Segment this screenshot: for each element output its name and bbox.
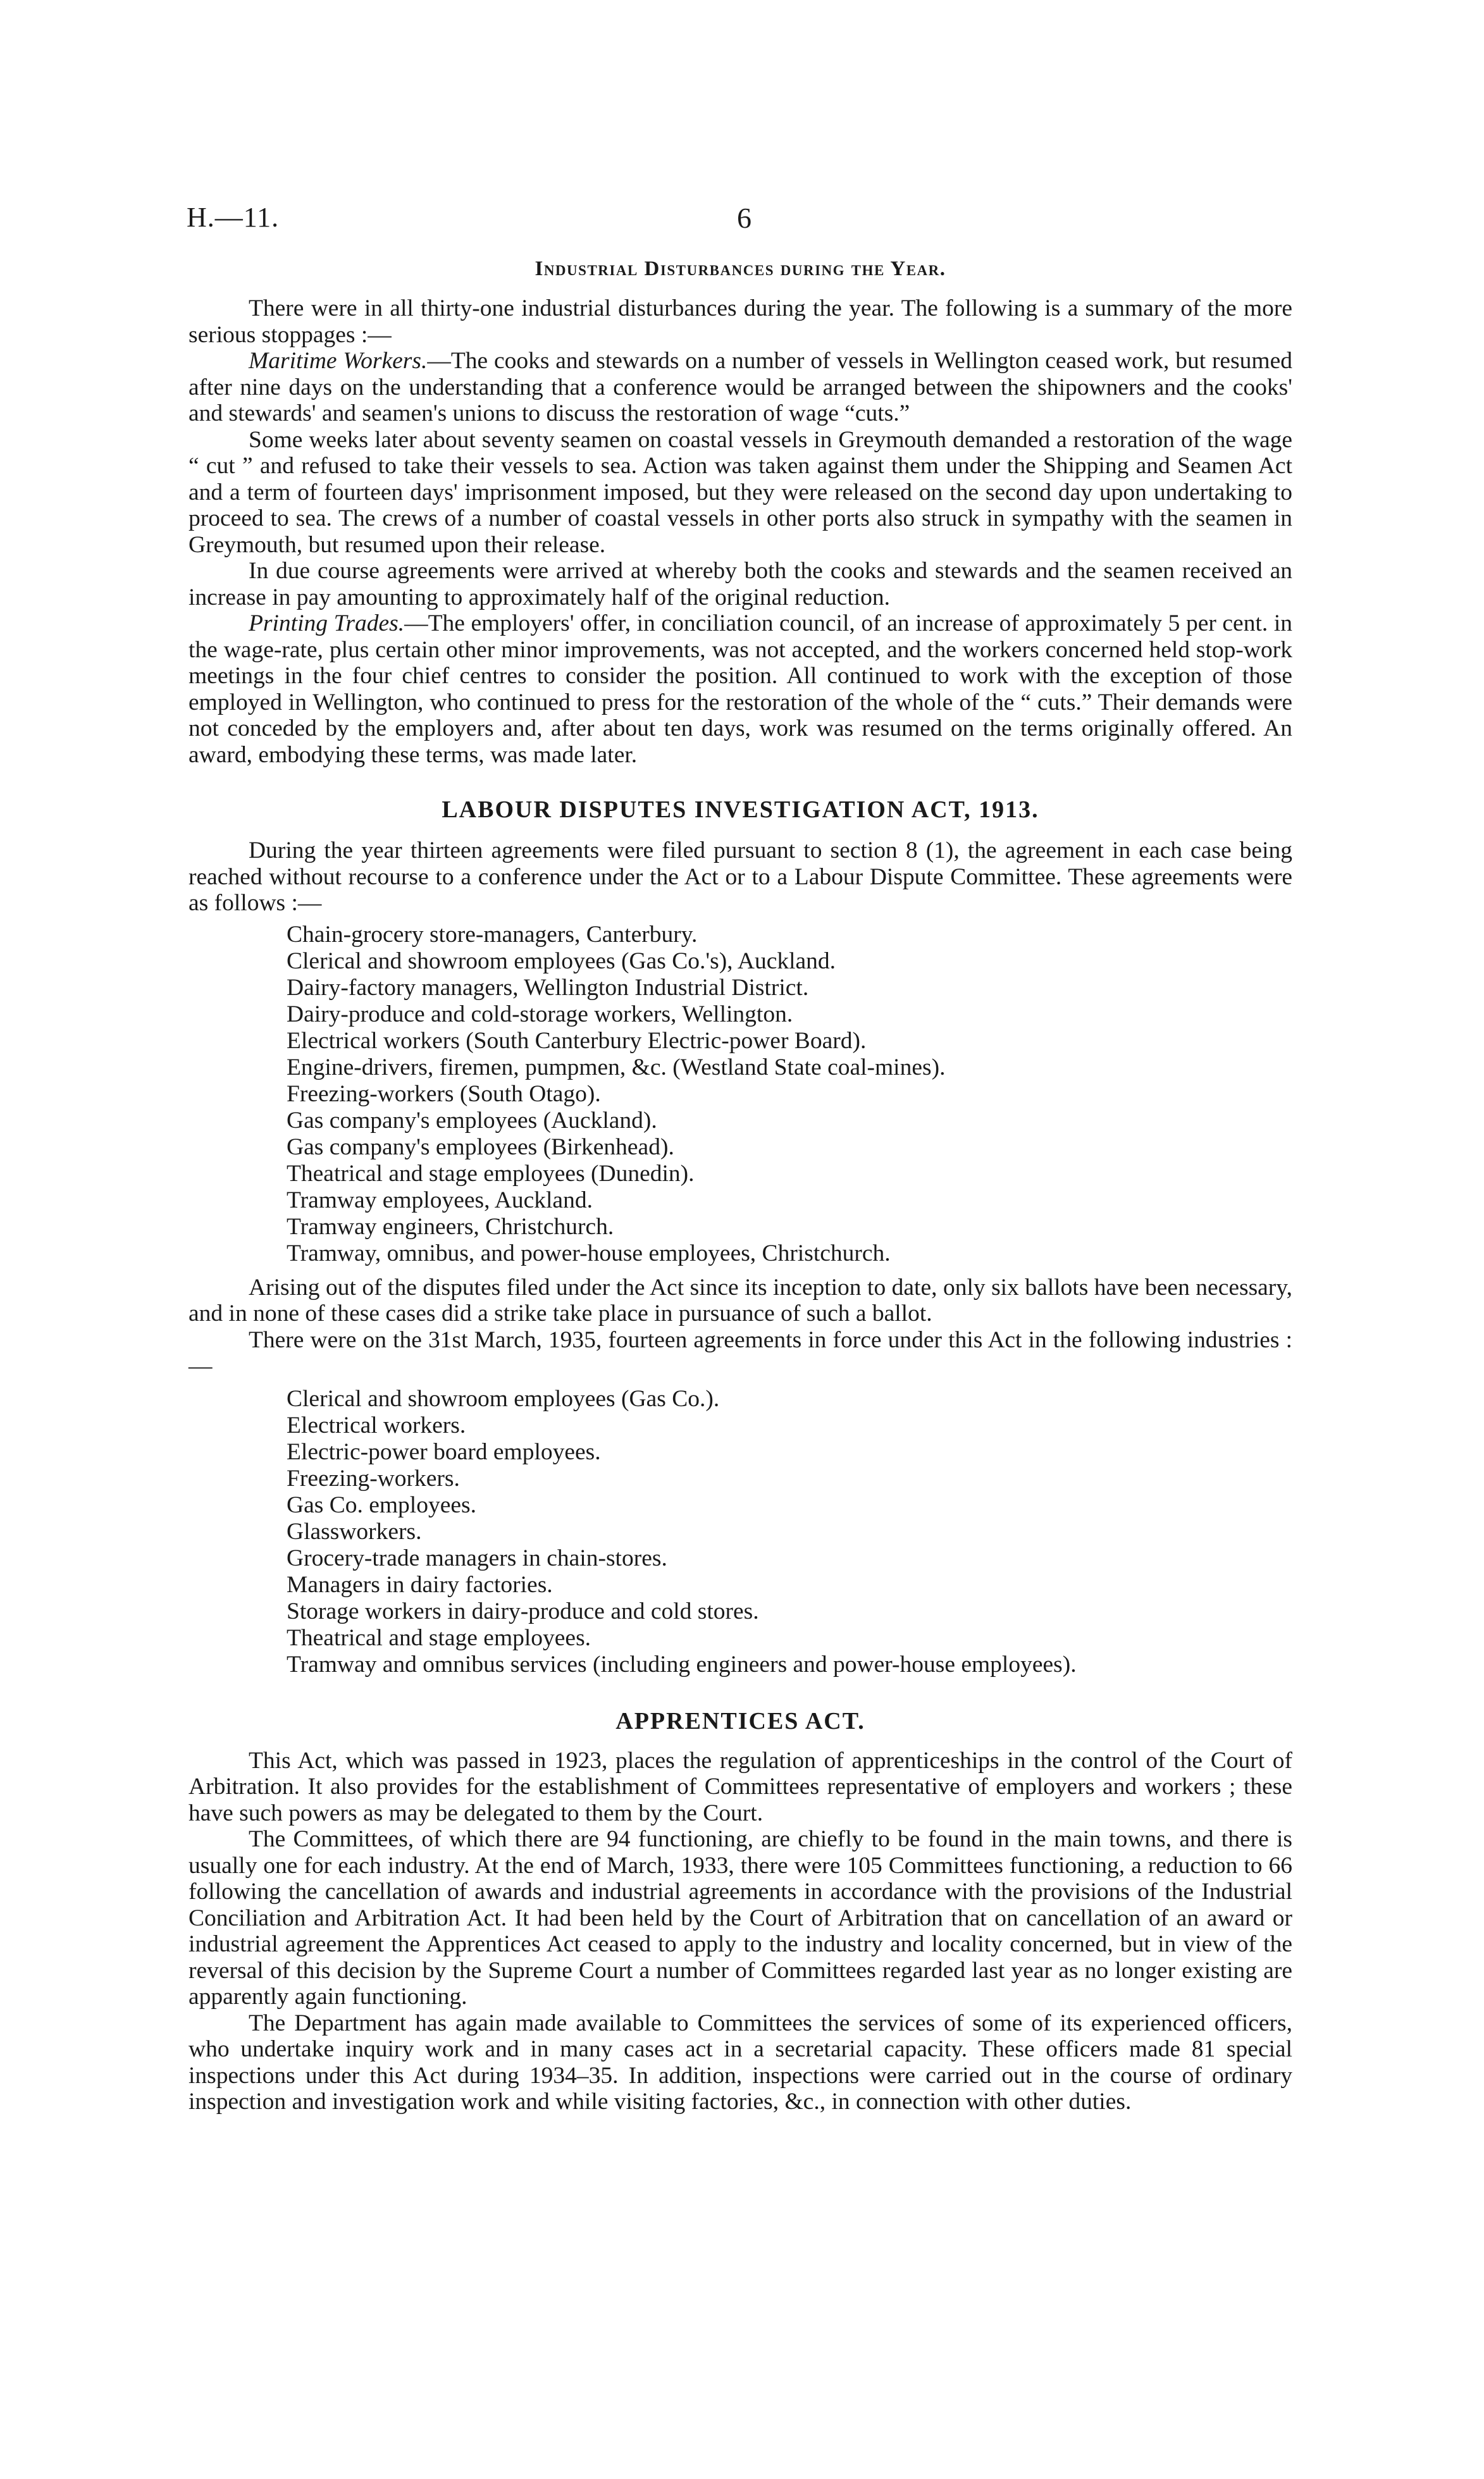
industrial-disturbances-heading: Industrial Disturbances during the Year.	[535, 257, 946, 280]
page-body	[189, 256, 1292, 2115]
list-item: Gas company's employees (Auckland).	[287, 1107, 657, 1134]
list-item: Clerical and showroom employees (Gas Co.).	[287, 1385, 720, 1412]
maritime-workers-paragraph	[189, 348, 1292, 427]
industrial-disturbances-intro: There were in all thirty-one industrial disturbances during the year. The following is a summary of the more serious stoppages :—	[189, 295, 1292, 348]
labour-disputes-section	[189, 796, 1292, 1678]
greymouth-seamen-paragraph: Some weeks later about seventy seamen on coastal vessels in Greymouth demanded a restoration of the wage “ cut ” and refused to take their vessels to sea. Action was taken against them under the Shipping and Seamen Act and a term of fourteen days' imprisonment imposed, but they were released on the second day upon undertaking to proceed to sea. The crews of a number of coastal vessels in other ports also struck in sympathy with the seamen in Greymouth, but resumed upon their release.	[189, 426, 1292, 558]
apprentices-paragraph-2: The Committees, of which there are 94 functioning, are chiefly to be found in the main towns, and there is usually one for each industry. At the end of March, 1933, there were 105 Committees functioning, a reduction to 66 following the cancellation of awards and industrial agreements in accordance with the provisions of the Industrial Conciliation and Arbitration Act. It had been held by the Court of Arbitration that on cancellation of an award or industrial agreement the Apprentices Act ceased to apply to the industry and locality concerned, but in view of the reversal of this decision by the Supreme Court a number of Committees regarded last year as no longer existing are apparently again functioning.	[189, 1826, 1292, 2010]
maritime-workers-text: —The cooks and stewards on a number of vessels in Wellington ceased work, but resumed after nine days on the understanding that a conference would be arranged between the shipowners and the cooks' and stewards' and seamen's unions to discuss the restoration of wage “cuts.”	[189, 348, 1292, 426]
list-item: Electrical workers.	[287, 1412, 466, 1438]
list-item: Dairy-produce and cold-storage workers, Wellington.	[287, 1001, 793, 1027]
list-item: Clerical and showroom employees (Gas Co.'s), Auckland.	[287, 948, 836, 974]
printing-trades-label: Printing Trades.	[249, 610, 405, 636]
list-item: Theatrical and stage employees (Dunedin).	[287, 1160, 695, 1187]
list-item: Tramway and omnibus services (including engineers and power-house employees).	[287, 1651, 1077, 1678]
apprentices-paragraph-3: The Department has again made available to Committees the services of some of its experienced officers, who undertake inquiry work and in many cases act in a secretarial capacity. These officers made 81 special inspections under this Act during 1934–35. In addition, inspections were carried out in the course of ordinary inspection and investigation work and while visiting factories, &c., in connection with other duties.	[189, 2010, 1292, 2115]
industrial-disturbances-section	[189, 256, 1292, 768]
list-item: Storage workers in dairy-produce and cold stores.	[287, 1598, 759, 1624]
page-number: 6	[737, 202, 751, 234]
list-item: Tramway employees, Auckland.	[287, 1187, 593, 1213]
list-item: Electric-power board employees.	[287, 1438, 601, 1465]
maritime-workers-label: Maritime Workers.	[249, 348, 428, 374]
list-item: Engine-drivers, firemen, pumpmen, &c. (Westland State coal-mines).	[287, 1054, 946, 1080]
apprentices-act-heading: APPRENTICES ACT.	[615, 1707, 865, 1734]
agreements-list	[287, 922, 1292, 1267]
list-item: Tramway engineers, Christchurch.	[287, 1213, 614, 1240]
apprentices-paragraph-1: This Act, which was passed in 1923, places the regulation of apprenticeships in the control of the Court of Arbitration. It also provides for the establishment of Committees representative of employers and workers ; these have such powers as may be delegated to them by the Court.	[189, 1747, 1292, 1826]
list-item: Grocery-trade managers in chain-stores.	[287, 1545, 667, 1571]
printing-trades-text: —The employers' offer, in conciliation council, of an increase of approximately 5 per cent. in the wage-rate, plus certain other minor improvements, was not accepted, and the workers concerned held stop-work meetings in the four chief centres to consider the position. All continued to work with the exception of those employed in Wellington, who continued to press for the restoration of the whole of the “ cuts.” Their demands were not conceded by the employers and, after about ten days, work was resumed on the terms originally offered. An award, embodying these terms, was made later.	[189, 610, 1292, 768]
list-item: Glassworkers.	[287, 1518, 422, 1545]
list-item: Tramway, omnibus, and power-house employees, Christchurch.	[287, 1240, 891, 1266]
list-item: Gas Co. employees.	[287, 1492, 476, 1518]
list-item: Freezing-workers.	[287, 1465, 460, 1492]
list-item: Gas company's employees (Birkenhead).	[287, 1134, 674, 1160]
industries-list	[287, 1386, 1292, 1678]
labour-disputes-intro: During the year thirteen agreements were filed pursuant to section 8 (1), the agreement in each case being reached without recourse to a conference under the Act or to a Labour Dispute Committee. These agreements were as follows :—	[189, 838, 1292, 916]
list-item: Theatrical and stage employees.	[287, 1624, 591, 1651]
list-item: Dairy-factory managers, Wellington Industrial District.	[287, 974, 809, 1001]
list-item: Freezing-workers (South Otago).	[287, 1080, 601, 1107]
list-item: Electrical workers (South Canterbury Electric-power Board).	[287, 1027, 867, 1054]
ballots-paragraph: Arising out of the disputes filed under the Act since its inception to date, only six ballots have been necessary, and in none of these cases did a strike take place in pursuance of such a ballot.	[189, 1274, 1292, 1326]
agreements-in-force-paragraph: There were on the 31st March, 1935, fourteen agreements in force under this Act in the following industries :—	[189, 1326, 1292, 1379]
agreements-arrived-paragraph: In due course agreements were arrived at whereby both the cooks and stewards and the seamen received an increase in pay amounting to approximately half of the original reduction.	[189, 558, 1292, 610]
printing-trades-paragraph	[189, 610, 1292, 768]
apprentices-act-section	[189, 1707, 1292, 2115]
labour-disputes-heading: LABOUR DISPUTES INVESTIGATION ACT, 1913.	[442, 796, 1039, 823]
list-item: Chain-grocery store-managers, Canterbury.	[287, 921, 698, 948]
list-item: Managers in dairy factories.	[287, 1571, 553, 1598]
document-reference: H.—11.	[187, 202, 280, 233]
